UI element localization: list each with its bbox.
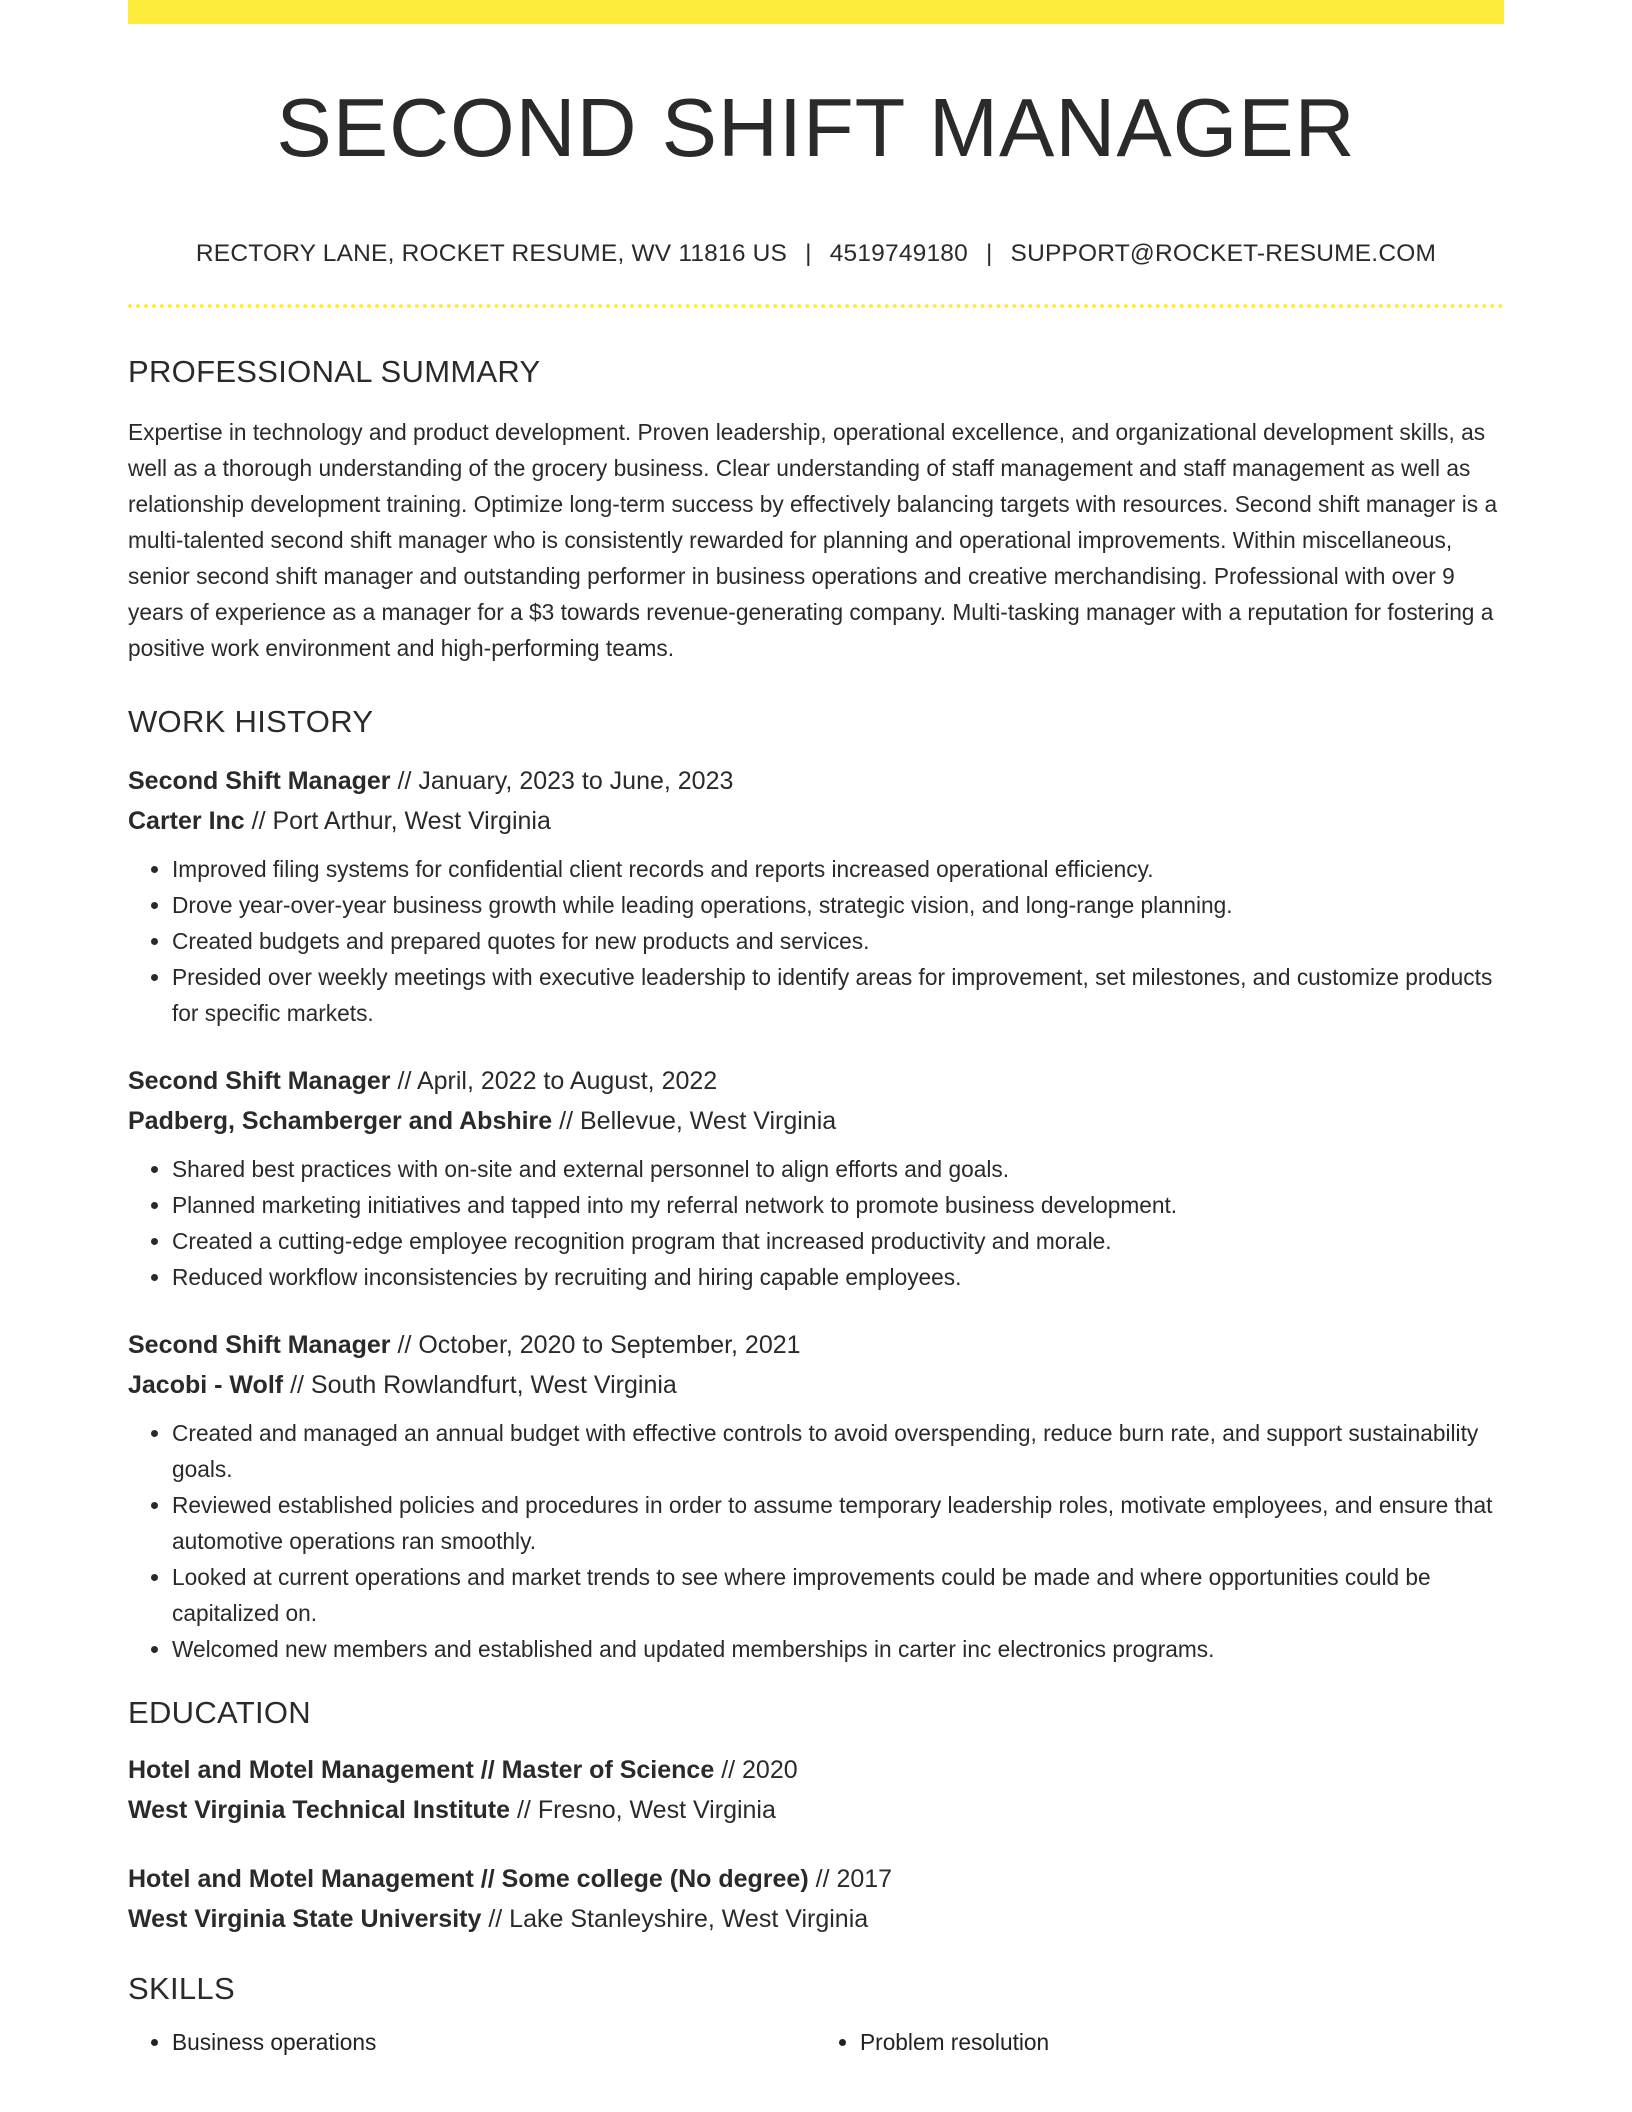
phone: 4519749180 <box>829 240 968 267</box>
list-item: • Reduced workflow inconsistencies by recruiting and hiring capable employees. <box>172 1259 1504 1295</box>
job-company: Jacobi - Wolf <box>128 1371 284 1399</box>
school-line <box>128 1790 1504 1830</box>
job-title: Second Shift Manager <box>128 1067 391 1095</box>
job-location: // South Rowlandfurt, West Virginia <box>290 1371 677 1399</box>
job-title: Second Shift Manager <box>128 767 391 795</box>
school-location: // Lake Stanleyshire, West Virginia <box>488 1905 869 1933</box>
email: SUPPORT@ROCKET-RESUME.COM <box>1010 240 1437 267</box>
degree-line <box>128 1859 1504 1899</box>
list-item: • Created a cutting-edge employee recognition program that increased productivity and morale. <box>172 1223 1504 1259</box>
job-entry <box>128 1061 1504 1295</box>
section-heading-skills: SKILLS <box>128 1971 235 2006</box>
accent-bar <box>128 0 1504 24</box>
job-company: Carter Inc <box>128 807 245 835</box>
degree: Hotel and Motel Management // Some college (No degree) <box>128 1865 809 1893</box>
education-entry <box>128 1859 1504 1939</box>
school-location: // Fresno, West Virginia <box>516 1796 776 1824</box>
job-entry <box>128 761 1504 1031</box>
job-company-line <box>128 1101 1504 1141</box>
list-item: • Created and managed an annual budget with effective controls to avoid overspending, reduce burn rate, and support sustainability goals. <box>172 1415 1504 1487</box>
work-history-section <box>128 706 1504 1667</box>
job-bullets <box>128 1151 1504 1295</box>
contact-line <box>128 240 1504 268</box>
address: RECTORY LANE, ROCKET RESUME, WV 11816 US <box>195 240 788 267</box>
job-entry <box>128 1325 1504 1667</box>
job-location: // Bellevue, West Virginia <box>559 1107 837 1135</box>
resume-name: SECOND SHIFT MANAGER <box>276 81 1356 174</box>
job-title-line <box>128 1325 1504 1365</box>
skills-grid <box>128 2024 1504 2060</box>
section-heading-summary: PROFESSIONAL SUMMARY <box>128 354 541 389</box>
list-item: • Shared best practices with on-site and external personnel to align efforts and goals. <box>172 1151 1504 1187</box>
job-company: Padberg, Schamberger and Abshire <box>128 1107 553 1135</box>
resume-content <box>128 0 1504 2060</box>
job-bullets <box>128 1415 1504 1667</box>
list-item: • Improved filing systems for confidential client records and reports increased operational efficiency. <box>172 851 1504 887</box>
section-heading-work: WORK HISTORY <box>128 704 374 739</box>
list-item: • Reviewed established policies and procedures in order to assume temporary leadership roles, motivate employees, and ensure that automotive operations ran smoothly. <box>172 1487 1504 1559</box>
degree: Hotel and Motel Management // Master of Science <box>128 1756 715 1784</box>
list-item: • Problem resolution <box>860 2024 1504 2060</box>
contact-separator: | <box>805 240 812 267</box>
list-item: • Business operations <box>172 2024 816 2060</box>
degree-year: // 2020 <box>721 1756 798 1784</box>
job-dates: // October, 2020 to September, 2021 <box>397 1331 801 1359</box>
skills-list-right <box>816 2024 1504 2060</box>
summary-section <box>128 356 1504 666</box>
summary-text: Expertise in technology and product development. Proven leadership, operational excellence, and organizational development skills, as well as a thorough understanding of the grocery business. Clear understanding of staff management and staff management as well as relationship development training. Optimize long-term success by effectively balancing targets with resources. Second shift manager is a multi-talented second shift manager who is consistently rewarded for planning and operational improvements. Within miscellaneous, senior second shift manager and outstanding performer in business operations and creative merchandising. Professional with over 9 years of experience as a manager for a $3 towards revenue-generating company. Multi-tasking manager with a reputation for fostering a positive work environment and high-performing teams. <box>128 419 1498 661</box>
contact-separator: | <box>985 240 993 267</box>
school: West Virginia Technical Institute <box>128 1796 511 1824</box>
job-dates: // April, 2022 to August, 2022 <box>397 1067 718 1095</box>
job-bullets <box>128 851 1504 1031</box>
list-item: • Planned marketing initiatives and tapped into my referral network to promote business development. <box>172 1187 1504 1223</box>
list-item: • Welcomed new members and established and updated memberships in carter inc electronics programs. <box>172 1631 1504 1667</box>
job-company-line <box>128 801 1504 841</box>
job-dates: // January, 2023 to June, 2023 <box>397 767 734 795</box>
job-company-line <box>128 1365 1504 1405</box>
job-location: // Port Arthur, West Virginia <box>251 807 551 835</box>
school: West Virginia State University <box>128 1905 482 1933</box>
skills-list-left <box>128 2024 816 2060</box>
skills-section <box>128 1973 1504 2060</box>
job-title-line <box>128 1061 1504 1101</box>
list-item: • Drove year-over-year business growth while leading operations, strategic vision, and long-range planning. <box>172 887 1504 923</box>
dotted-divider <box>128 304 1504 308</box>
job-title: Second Shift Manager <box>128 1331 391 1359</box>
degree-year: // 2017 <box>815 1865 893 1893</box>
education-entry <box>128 1750 1504 1830</box>
school-line <box>128 1899 1504 1939</box>
list-item: • Looked at current operations and market trends to see where improvements could be made and where opportunities could be capitalized on. <box>172 1559 1504 1631</box>
section-heading-education: EDUCATION <box>128 1695 311 1730</box>
list-item: • Created budgets and prepared quotes for new products and services. <box>172 923 1504 959</box>
list-item: • Presided over weekly meetings with executive leadership to identify areas for improvement, set milestones, and customize products for specific markets. <box>172 959 1504 1031</box>
job-title-line <box>128 761 1504 801</box>
degree-line <box>128 1750 1504 1790</box>
education-section <box>128 1697 1504 1939</box>
